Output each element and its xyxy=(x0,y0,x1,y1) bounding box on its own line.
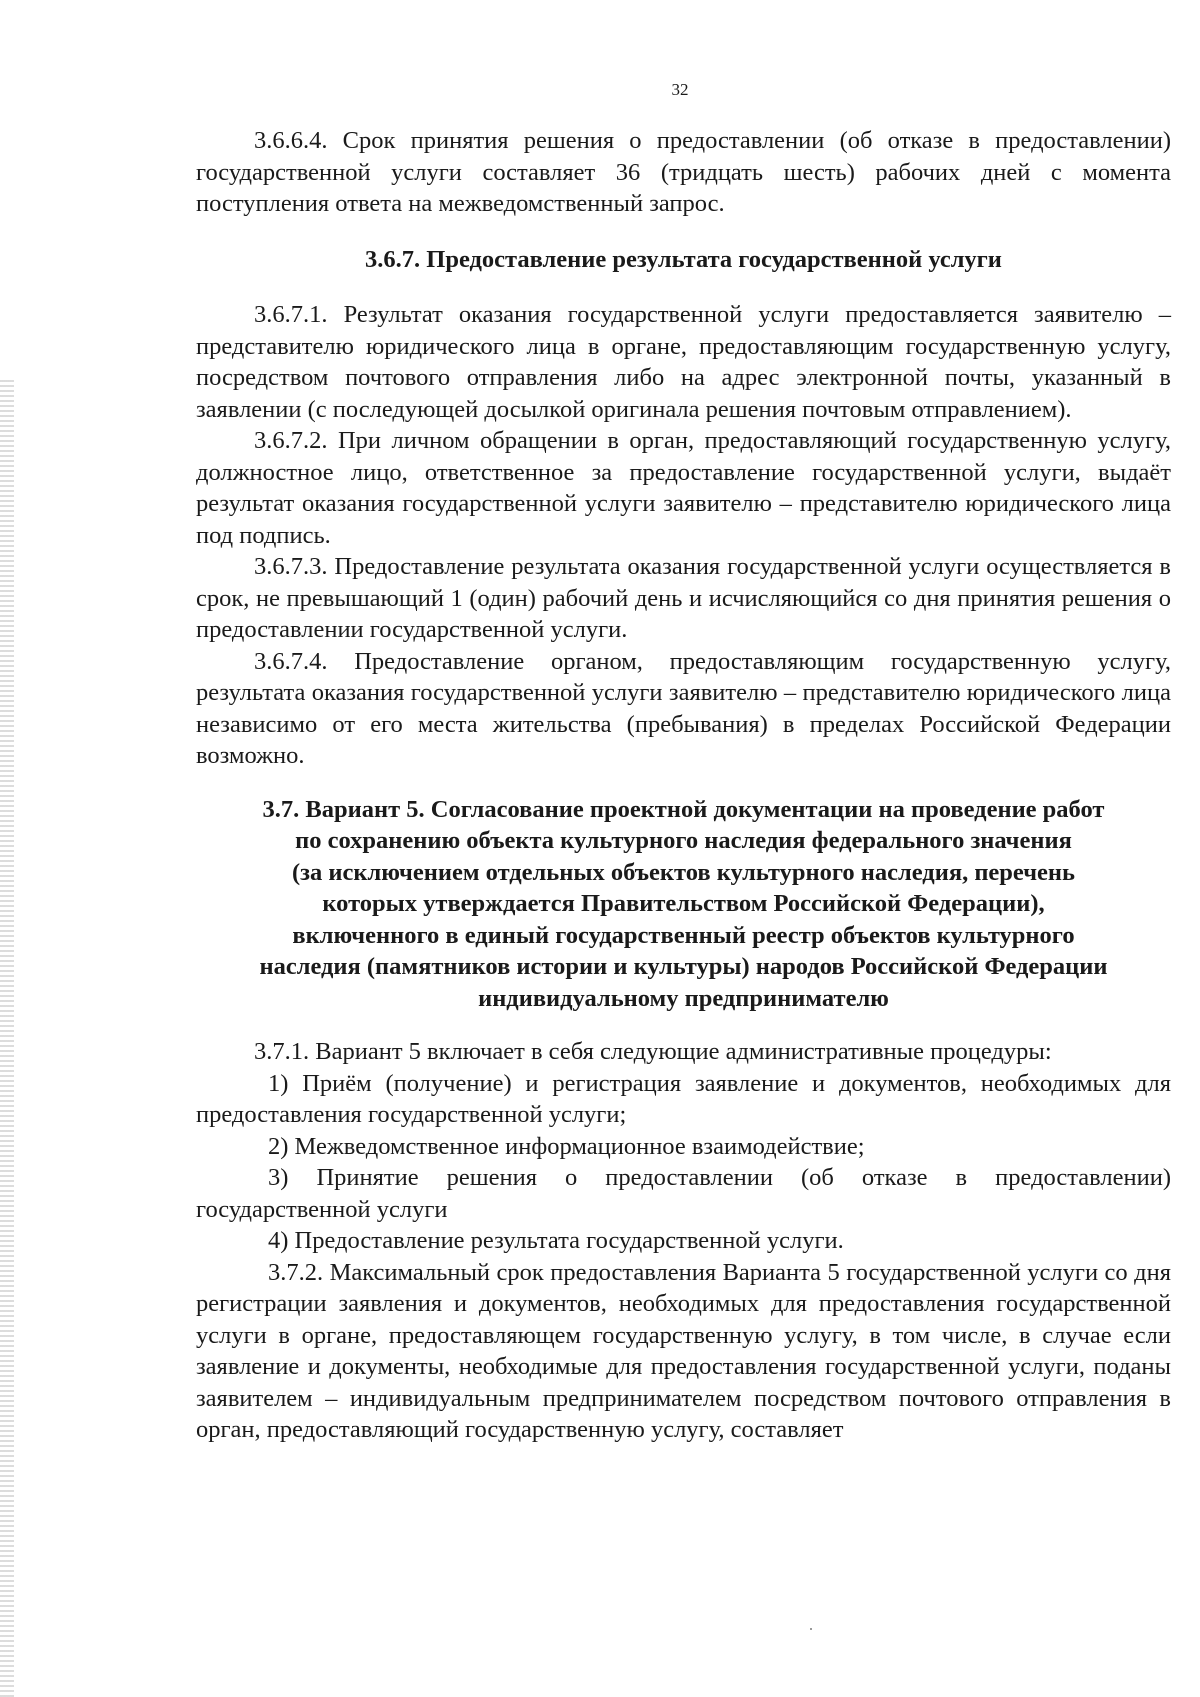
heading-line: которых утверждается Правительством Российской Федерации), xyxy=(322,890,1045,917)
list-item-1: 1) Приём (получение) и регистрация заявление и документов, необходимых для предоставления государственной услуги; xyxy=(196,1069,1171,1128)
heading-line: наследия (памятников истории и культуры) народов Российской Федерации xyxy=(259,953,1108,980)
paragraph-3-6-7-4: 3.6.7.4. Предоставление органом, предоставляющим государственную услугу, результата оказания государственной услуги заявителю – представителю юридического лица независимо от его места жительства (пребывания) в пределах Российской Федерации возможно. xyxy=(196,647,1171,769)
heading-line: включенного в единый государственный реестр объектов культурного xyxy=(292,921,1075,949)
list-item-4: 4) Предоставление результата государственной услуги. xyxy=(268,1227,844,1254)
paragraph-3-6-6-4: 3.6.6.4. Срок принятия решения о предоставлении (об отказе в предоставлении) государственной услуги составляет 36 (тридцать шесть) рабочих дней с момента поступления ответа на межведомственный запрос. xyxy=(196,127,1171,217)
section-heading-3-6-7: 3.6.7. Предоставление результата государственной услуги xyxy=(365,245,1002,273)
heading-line: 3.7. Вариант 5. Согласование проектной документации на проведение работ xyxy=(262,795,1105,823)
paragraph-3-7-1: 3.7.1. Вариант 5 включает в себя следующие административные процедуры: xyxy=(254,1038,1052,1065)
heading-line: индивидуальному предпринимателю xyxy=(478,984,889,1012)
paragraph-3-6-7-1: 3.6.7.1. Результат оказания государственной услуги предоставляется заявителю – представителю юридического лица в органе, предоставляющим государственную услугу, посредством почтового отправления либо на адрес электронной почты, указанный в заявлении (с последующей досылкой оригинала решения почтовым отправлением). xyxy=(196,301,1171,423)
scan-edge-artifact xyxy=(0,380,14,1697)
scan-speck xyxy=(810,1628,812,1630)
page-number: 32 xyxy=(671,80,689,99)
list-item-3: 3) Принятие решения о предоставлении (об отказе в предоставлении) государственной услуги xyxy=(196,1164,1171,1223)
heading-line: (за исключением отдельных объектов культурного наследия, перечень xyxy=(292,858,1075,886)
paragraph-3-6-7-2: 3.6.7.2. При личном обращении в орган, предоставляющий государственную услугу, должностное лицо, ответственное за предоставление государственной услуги, выдаёт результат оказания государственной услуги заявителю – представителю юридического лица под подпись. xyxy=(196,427,1171,549)
document-body xyxy=(196,125,1171,1446)
heading-line: по сохранению объекта культурного наследия федерального значения xyxy=(295,827,1072,854)
paragraph-3-7-2: 3.7.2. Максимальный срок предоставления Варианта 5 государственной услуги со дня регистрации заявления и документов, необходимых для предоставления государственной услуги в органе, предоставляющем государственную услугу, в том числе, в случае если заявление и документы, необходимые для предоставления государственной услуги, поданы заявителем – индивидуальным предпринимателем посредством почтового отправления в орган, предоставляющий государственную услугу, составляет xyxy=(196,1258,1171,1443)
list-item-2: 2) Межведомственное информационное взаимодействие; xyxy=(268,1132,865,1160)
section-heading-3-7 xyxy=(196,794,1171,1015)
paragraph-3-6-7-3: 3.6.7.3. Предоставление результата оказания государственной услуги осуществляется в срок, не превышающий 1 (один) рабочий день и исчисляющийся со дня принятия решения о предоставлении государственной услуги. xyxy=(196,553,1171,643)
